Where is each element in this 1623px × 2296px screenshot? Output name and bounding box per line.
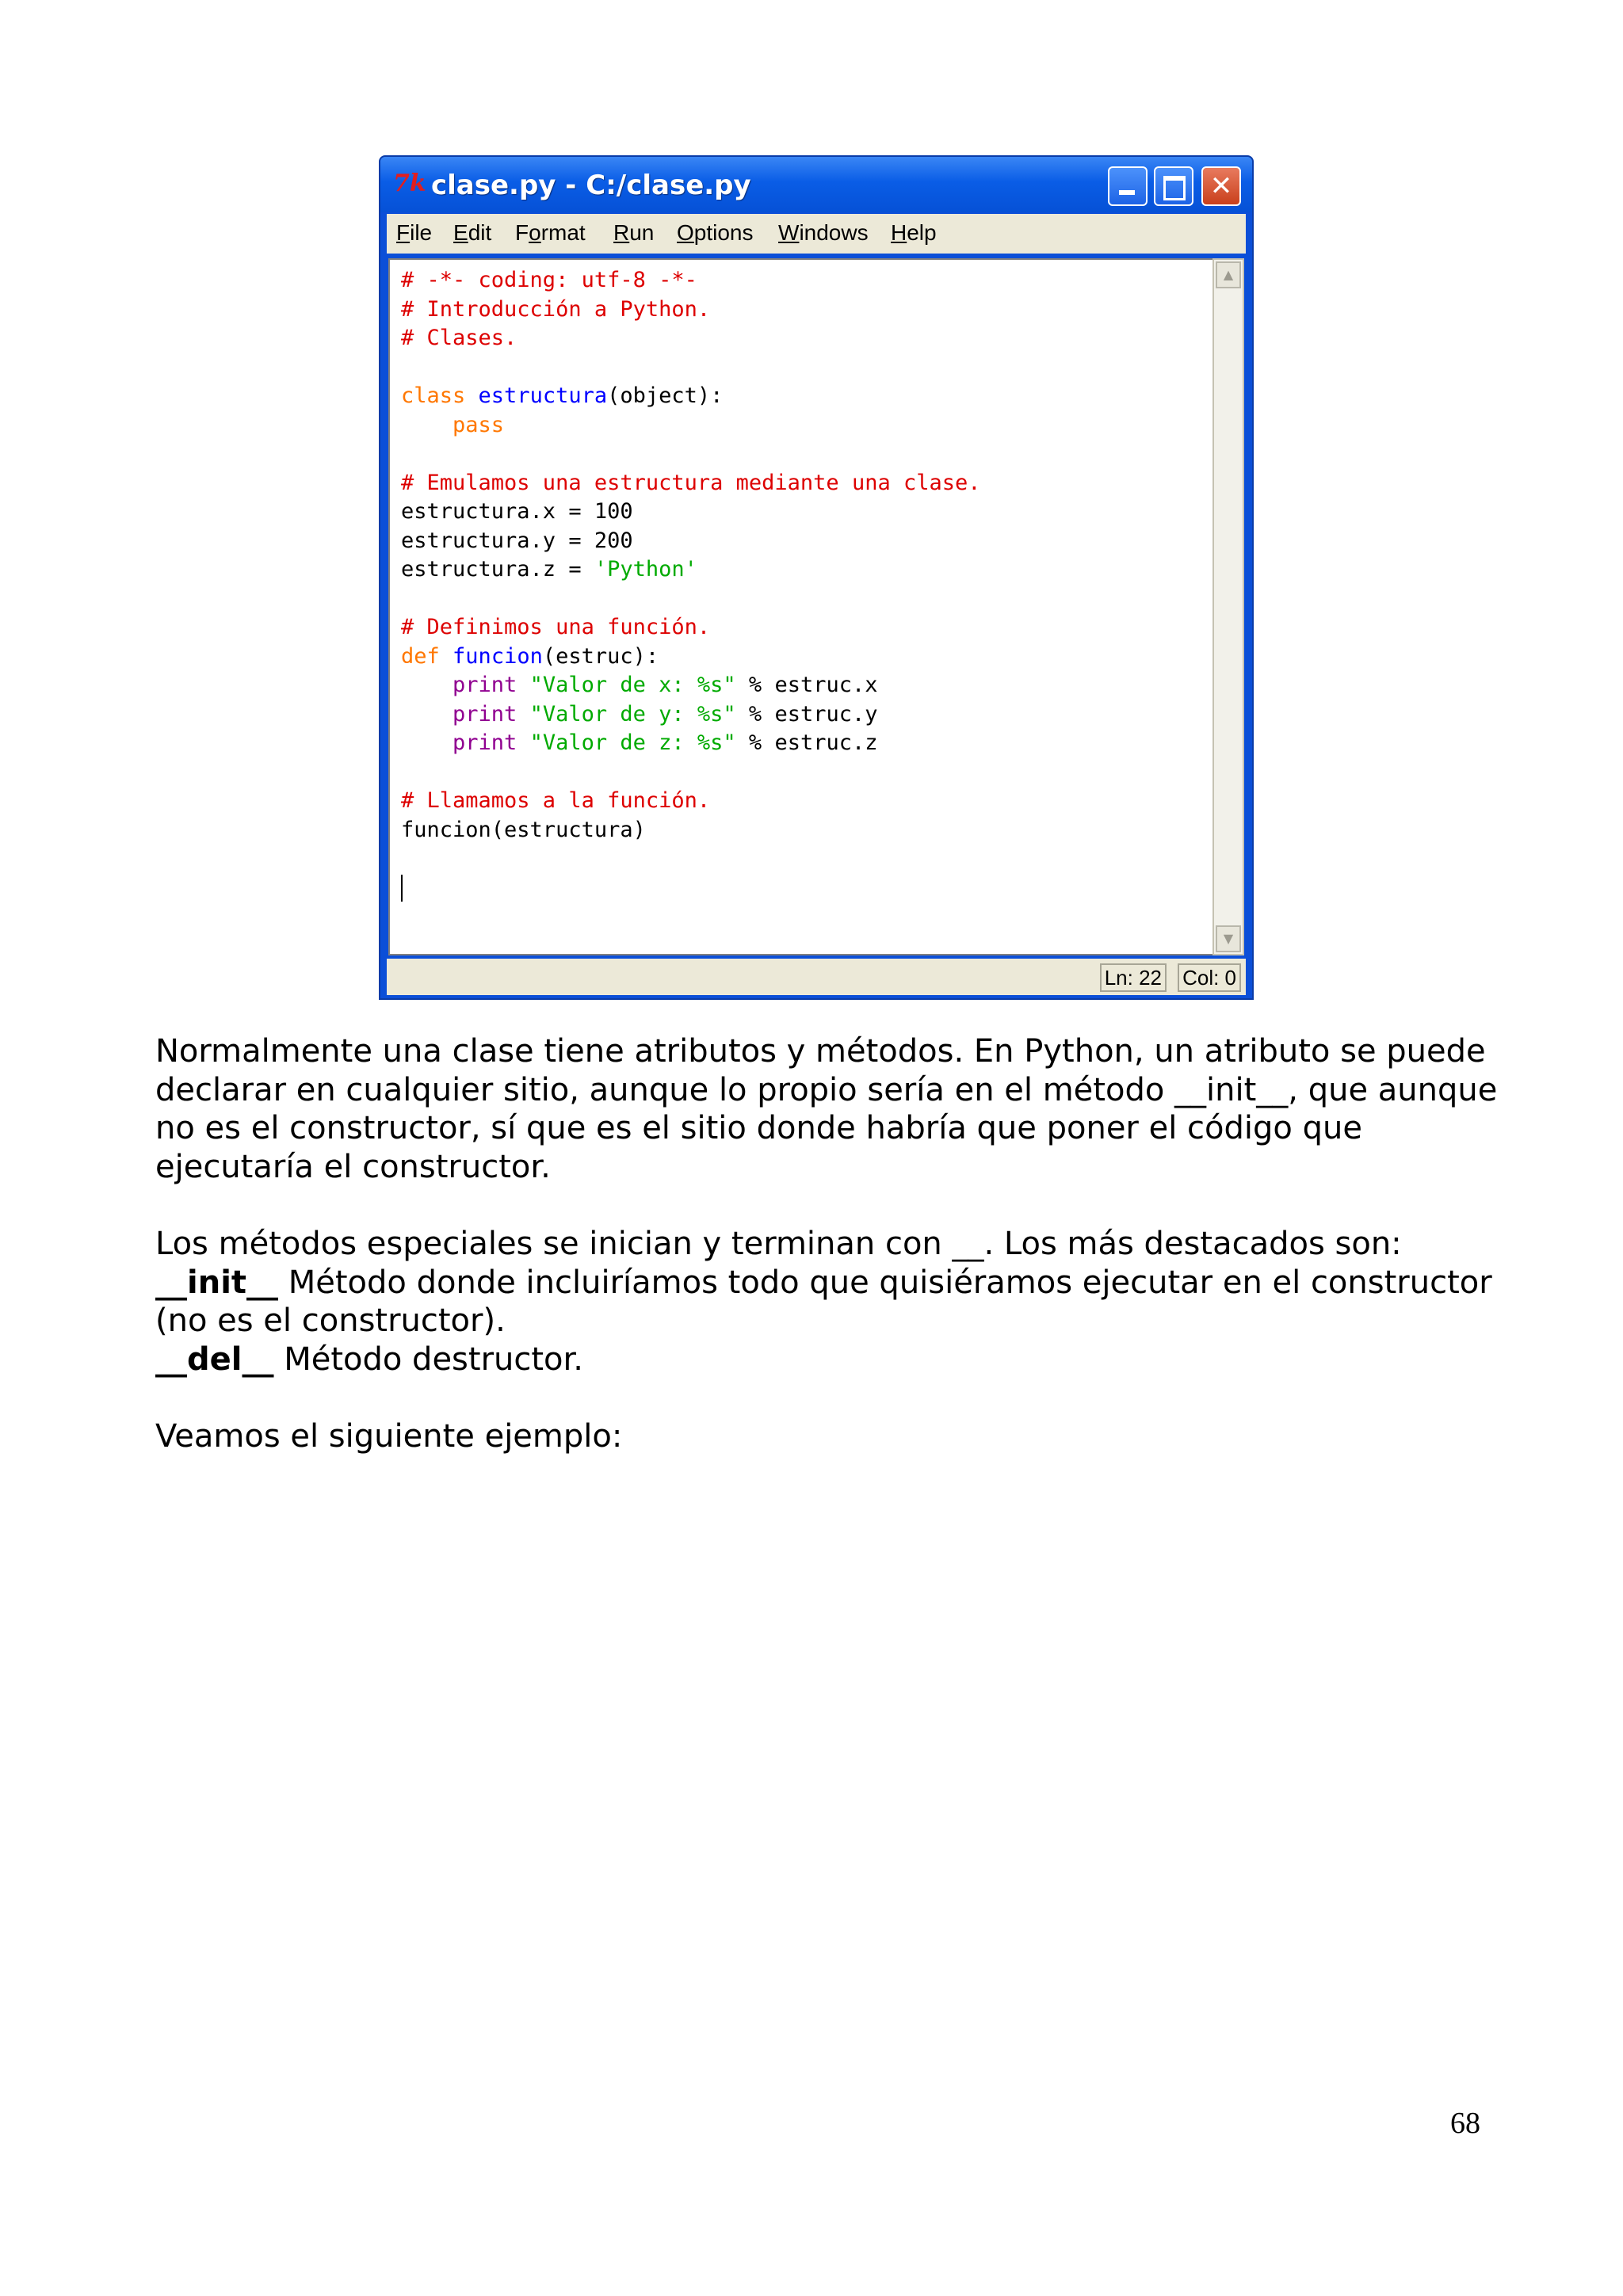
minimize-button[interactable] bbox=[1108, 166, 1148, 206]
del-method-name: __del__ bbox=[155, 1341, 274, 1378]
menu-file[interactable]: File bbox=[396, 220, 433, 245]
line-number-status: Ln: 22 bbox=[1100, 963, 1167, 992]
title-bar[interactable] bbox=[380, 157, 1252, 212]
close-button[interactable] bbox=[1201, 166, 1241, 206]
menu-windows[interactable]: Windows bbox=[778, 220, 869, 245]
paragraph-intro: Normalmente una clase tiene atributos y métodos. En Python, un atributo se puede declarar en cualquier sitio, aunque lo propio sería en el método __init__, que aunque no es el constructor, sí que es el sitio donde habría que poner el código que ejecutaría el constructor. bbox=[155, 1033, 1498, 1185]
menu-run[interactable]: Run bbox=[613, 220, 655, 245]
menu-options[interactable]: Options bbox=[677, 220, 754, 245]
init-method-name: __init__ bbox=[155, 1264, 279, 1301]
idle-editor-window bbox=[379, 155, 1254, 1000]
menu-edit[interactable]: Edit bbox=[453, 220, 492, 245]
maximize-icon bbox=[1155, 168, 1192, 204]
status-bar bbox=[387, 959, 1246, 995]
menu-format[interactable]: Format bbox=[515, 220, 586, 245]
window-title: clase.py - C:/clase.py bbox=[431, 170, 751, 201]
paragraph-example: Veamos el siguiente ejemplo: bbox=[155, 1418, 623, 1455]
page-number: 68 bbox=[1450, 2107, 1480, 2140]
menu-bar bbox=[387, 214, 1246, 254]
minimize-icon bbox=[1109, 168, 1146, 204]
scroll-down-arrow-icon[interactable]: ▼ bbox=[1216, 925, 1241, 952]
menu-help[interactable]: Help bbox=[891, 220, 937, 245]
paragraph-special-methods: Los métodos especiales se inician y terminan con __. Los más destacados son: __init__ Método donde incluiríamos todo que quisiéramos ejecutar en el constructor (no es el constructor). __del__ Método destructor. bbox=[155, 1226, 1492, 1378]
code-editor[interactable] bbox=[388, 258, 1216, 955]
scroll-up-arrow-icon[interactable]: ▲ bbox=[1216, 261, 1241, 288]
code-text: # -*- coding: utf-8 -*- # Introducción a Python. # Clases. class estructura(object): pass # Emulamos una estructura mediante una clase. estructura.x = 100 estructura.y = 200 estructura.z = 'Python' # Definimos una función. def funcion(estruc): print "Valor de x: %s" % estruc.x print "Valor de y: %s" % estruc.y print "Valor de z: %s" % estruc.z # Llamamos a la función. funcion(estructura) bbox=[401, 266, 981, 902]
vertical-scrollbar[interactable] bbox=[1212, 258, 1244, 955]
close-icon: ✕ bbox=[1209, 170, 1233, 202]
maximize-button[interactable] bbox=[1154, 166, 1193, 206]
tk-app-icon[interactable]: 7k bbox=[393, 170, 426, 197]
text-cursor bbox=[401, 875, 403, 902]
column-number-status: Col: 0 bbox=[1178, 963, 1241, 992]
